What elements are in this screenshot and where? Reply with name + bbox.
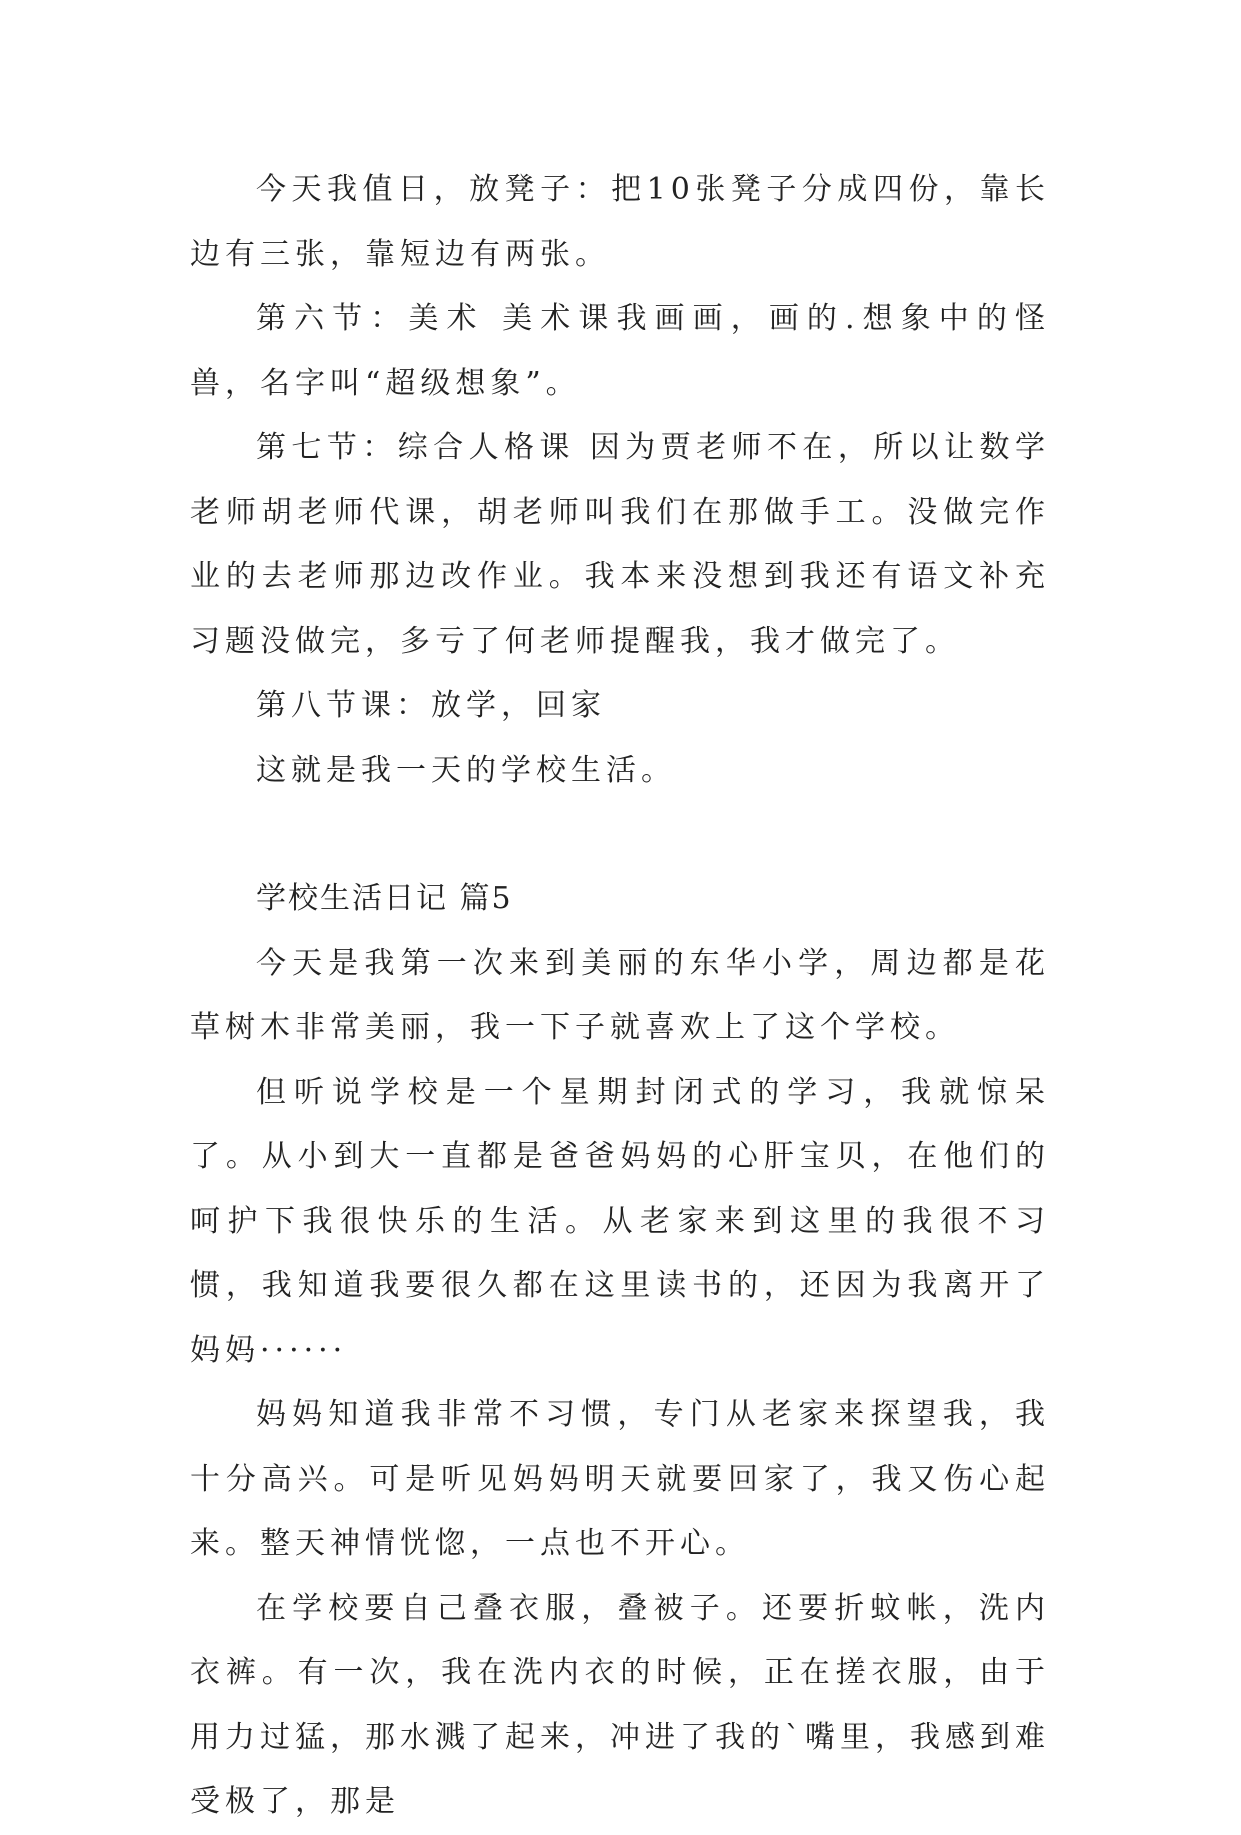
paragraph-summary: 这就是我一天的学校生活。 [256, 752, 676, 788]
section-title: 学校生活日记 篇5 [256, 881, 513, 916]
paragraph-art-class: 第六节：美术 美术课我画画，画的.想象中的怪兽，名字叫“超级想象”。 [190, 301, 1050, 401]
paragraph-closed-school: 但听说学校是一个星期封闭式的学习，我就惊呆了。从小到大一直都是爸爸妈妈的心肝宝贝，在他们的呵护下我很快乐的生活。从老家来到这里的我很不习惯，我知道我要很久都在这里读书的，还因为我离开了妈妈······ [190, 1074, 1050, 1368]
document-body [190, 158, 1050, 1835]
paragraph-first-day: 今天是我第一次来到美丽的东华小学，周边都是花草树木非常美丽，我一下子就喜欢上了这个学校。 [190, 945, 1050, 1045]
paragraph-eighth-class: 第八节课：放学，回家 [256, 688, 606, 723]
paragraph-duty: 今天我值日，放凳子：把10张凳子分成四份，靠长边有三张，靠短边有两张。 [190, 172, 1050, 272]
paragraph-laundry: 在学校要自己叠衣服，叠被子。还要折蚊帐，洗内衣裤。有一次，我在洗内衣的时候，正在搓衣服，由于用力过猛，那水溅了起来，冲进了我的`嘴里，我感到难受极了，那是 [190, 1590, 1050, 1819]
paragraph-mother-visit: 妈妈知道我非常不习惯，专门从老家来探望我，我十分高兴。可是听见妈妈明天就要回家了，我又伤心起来。整天神情恍惚，一点也不开心。 [190, 1397, 1050, 1561]
paragraph-seventh-class: 第七节：综合人格课 因为贾老师不在，所以让数学老师胡老师代课，胡老师叫我们在那做手工。没做完作业的去老师那边改作业。我本来没想到我还有语文补充习题没做完，多亏了何老师提醒我，我才做完了。 [190, 430, 1050, 659]
